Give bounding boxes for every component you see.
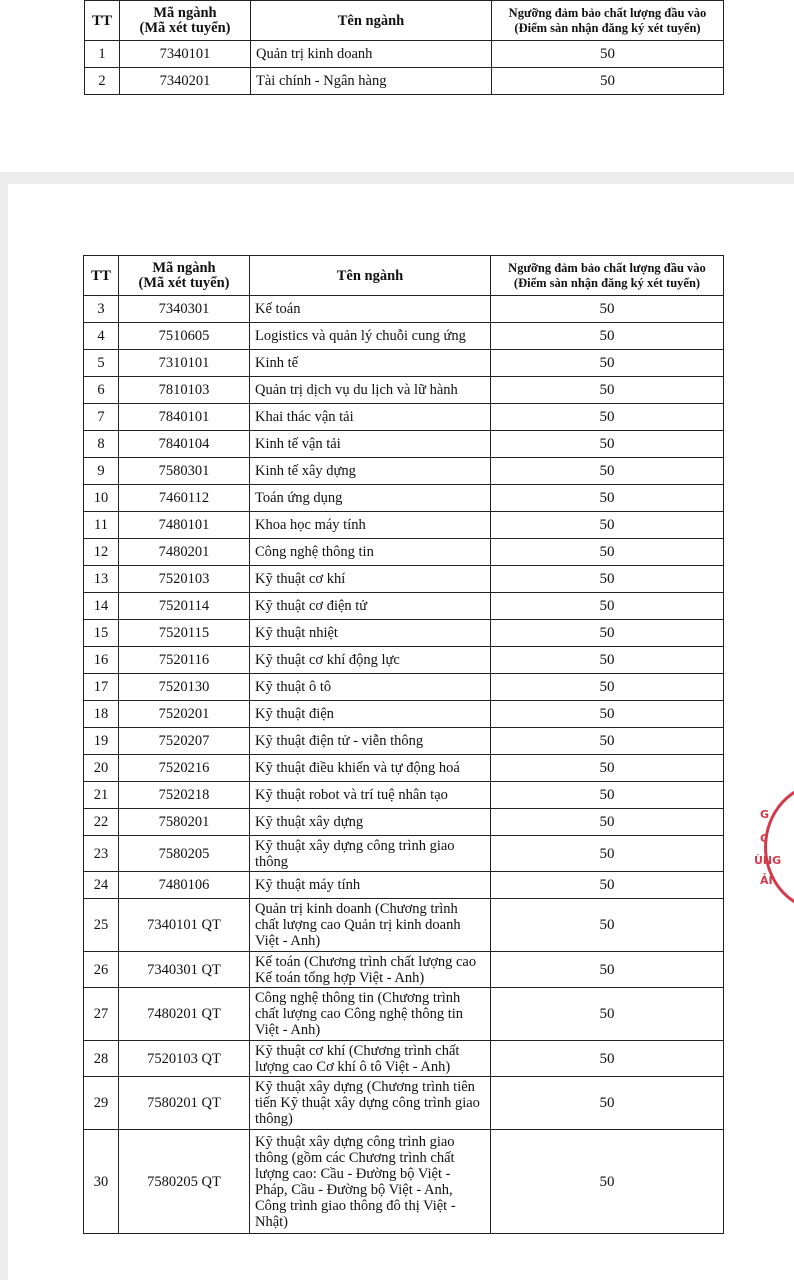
table-row [84,755,724,782]
program-code: 7520115 [119,620,250,647]
row-number: 15 [84,620,119,647]
row-number: 20 [84,755,119,782]
row-number: 8 [84,431,119,458]
program-name: Kỹ thuật máy tính [250,872,491,899]
program-code: 7840101 [119,404,250,431]
program-code: 7340301 [119,296,250,323]
threshold-score: 50 [491,988,724,1041]
program-code: 7480201 [119,539,250,566]
program-name: Kỹ thuật điện [250,701,491,728]
table-row [84,1077,724,1130]
table-row [84,431,724,458]
table-row [84,1130,724,1234]
header-tt: TT [84,256,119,296]
table-row [84,404,724,431]
threshold-score: 50 [491,647,724,674]
threshold-score: 50 [491,701,724,728]
threshold-score: 50 [492,41,724,68]
program-code: 7480101 [119,512,250,539]
program-name: Kỹ thuật ô tô [250,674,491,701]
program-name: Kỹ thuật cơ khí (Chương trình chất lượng cao Cơ khí ô tô Việt - Anh) [250,1041,491,1077]
threshold-score: 50 [491,872,724,899]
row-number: 17 [84,674,119,701]
header-threshold-line1: Ngưỡng đảm bảo chất lượng đầu vào [508,5,707,20]
threshold-score: 50 [491,296,724,323]
row-number: 24 [84,872,119,899]
page2-rows [84,296,724,1234]
row-number: 19 [84,728,119,755]
table-row [85,68,724,95]
row-number: 5 [84,350,119,377]
header-threshold [492,1,724,41]
table-row [84,899,724,952]
row-number: 7 [84,404,119,431]
table-row [84,872,724,899]
table-header-row [85,1,724,41]
stamp-text-3: ÙNG [754,854,782,867]
row-number: 13 [84,566,119,593]
program-name: Công nghệ thông tin (Chương trình chất lượng cao Công nghệ thông tin Việt - Anh) [250,988,491,1041]
table-header-row [84,256,724,296]
program-code: 7520218 [119,782,250,809]
program-code: 7520103 QT [119,1041,250,1077]
threshold-score: 50 [491,485,724,512]
threshold-score: 50 [491,404,724,431]
table-row [84,458,724,485]
program-code: 7580201 [119,809,250,836]
threshold-score: 50 [491,350,724,377]
threshold-score: 50 [491,1130,724,1234]
table-row [84,728,724,755]
row-number: 28 [84,1041,119,1077]
header-threshold-line2: (Điểm sàn nhận đăng ký xét tuyển) [513,275,701,290]
threshold-score: 50 [491,728,724,755]
program-name: Kỹ thuật nhiệt [250,620,491,647]
header-name: Tên ngành [251,1,492,41]
program-name: Kỹ thuật cơ điện tử [250,593,491,620]
row-number: 25 [84,899,119,952]
program-name: Kỹ thuật điều khiển và tự động hoá [250,755,491,782]
program-code: 7810103 [119,377,250,404]
program-code: 7510605 [119,323,250,350]
threshold-score: 50 [491,377,724,404]
admission-threshold-table-page1 [84,0,724,95]
admission-threshold-table-page2 [83,255,724,1234]
table-row [84,566,724,593]
program-code: 7580201 QT [119,1077,250,1130]
row-number: 10 [84,485,119,512]
document-page-1 [0,0,794,172]
threshold-score: 50 [491,952,724,988]
row-number: 4 [84,323,119,350]
program-code: 7520130 [119,674,250,701]
stamp-text-4: ẢI [760,874,773,887]
program-name: Kỹ thuật xây dựng (Chương trình tiên tiến Kỹ thuật xây dựng công trình giao thông) [250,1077,491,1130]
row-number: 18 [84,701,119,728]
program-code: 7520114 [119,593,250,620]
row-number: 2 [85,68,120,95]
program-name: Kỹ thuật điện tử - viễn thông [250,728,491,755]
page1-rows [85,41,724,95]
table-row [84,377,724,404]
header-name: Tên ngành [250,256,491,296]
row-number: 14 [84,593,119,620]
threshold-score: 50 [491,539,724,566]
threshold-score: 50 [491,782,724,809]
row-number: 26 [84,952,119,988]
row-number: 11 [84,512,119,539]
program-name: Quản trị kinh doanh [251,41,492,68]
program-code: 7580205 QT [119,1130,250,1234]
row-number: 23 [84,836,119,872]
program-code: 7340201 [120,68,251,95]
threshold-score: 50 [491,1077,724,1130]
program-name: Kỹ thuật robot và trí tuệ nhân tạo [250,782,491,809]
program-name: Kinh tế vận tải [250,431,491,458]
program-code: 7480201 QT [119,988,250,1041]
table-row [84,620,724,647]
table-row [84,952,724,988]
program-name: Quản trị kinh doanh (Chương trình chất lượng cao Quản trị kinh doanh Việt - Anh) [250,899,491,952]
table-row [84,782,724,809]
program-code: 7340301 QT [119,952,250,988]
row-number: 27 [84,988,119,1041]
program-code: 7520207 [119,728,250,755]
table-row [84,836,724,872]
program-code: 7520103 [119,566,250,593]
program-name: Tài chính - Ngân hàng [251,68,492,95]
table-row [84,701,724,728]
row-number: 21 [84,782,119,809]
header-code-line1: Mã ngành [153,4,217,21]
header-code [119,256,250,296]
row-number: 9 [84,458,119,485]
program-name: Kỹ thuật xây dựng [250,809,491,836]
threshold-score: 50 [491,620,724,647]
row-number: 1 [85,41,120,68]
threshold-score: 50 [491,593,724,620]
table-row [84,350,724,377]
program-code: 7520201 [119,701,250,728]
threshold-score: 50 [491,1041,724,1077]
program-code: 7460112 [119,485,250,512]
document-page-2 [8,184,794,1280]
table-row [84,296,724,323]
threshold-score: 50 [491,755,724,782]
table-row [84,593,724,620]
header-code-line1: Mã ngành [152,259,216,276]
threshold-score: 50 [491,809,724,836]
program-name: Khoa học máy tính [250,512,491,539]
program-name: Toán ứng dụng [250,485,491,512]
row-number: 22 [84,809,119,836]
program-code: 7580205 [119,836,250,872]
table-row [84,809,724,836]
threshold-score: 50 [491,566,724,593]
program-name: Logistics và quản lý chuỗi cung ứng [250,323,491,350]
header-threshold-line1: Ngưỡng đảm bảo chất lượng đầu vào [508,260,706,275]
program-name: Kỹ thuật cơ khí [250,566,491,593]
threshold-score: 50 [491,512,724,539]
row-number: 12 [84,539,119,566]
program-name: Kỹ thuật xây dựng công trình giao thông (gồm các Chương trình chất lượng cao: Cầu - Đường bộ Việt - Pháp, Cầu - Đường bộ Việt - Anh, Công trình giao thông đô thị Việt - Nhật) [250,1130,491,1234]
header-threshold [491,256,724,296]
program-code: 7840104 [119,431,250,458]
threshold-score: 50 [491,836,724,872]
program-name: Kế toán [250,296,491,323]
threshold-score: 50 [491,458,724,485]
header-code-line2: (Mã xét tuyển) [139,19,231,36]
threshold-score: 50 [492,68,724,95]
program-code: 7520116 [119,647,250,674]
table-row [84,323,724,350]
table-row [85,41,724,68]
program-name: Kinh tế xây dựng [250,458,491,485]
program-name: Kỹ thuật cơ khí động lực [250,647,491,674]
row-number: 29 [84,1077,119,1130]
row-number: 30 [84,1130,119,1234]
threshold-score: 50 [491,323,724,350]
threshold-score: 50 [491,431,724,458]
row-number: 3 [84,296,119,323]
row-number: 6 [84,377,119,404]
program-code: 7480106 [119,872,250,899]
header-code-line2: (Mã xét tuyển) [138,274,230,291]
table-row [84,674,724,701]
row-number: 16 [84,647,119,674]
header-threshold-line2: (Điểm sàn nhận đăng ký xét tuyển) [514,20,701,35]
table-row [84,1041,724,1077]
red-seal-stamp [754,782,794,922]
table-row [84,647,724,674]
program-code: 7580301 [119,458,250,485]
program-code: 7520216 [119,755,250,782]
program-code: 7340101 [120,41,251,68]
program-name: Quản trị dịch vụ du lịch và lữ hành [250,377,491,404]
header-code [120,1,251,41]
program-code: 7310101 [119,350,250,377]
table-row [84,988,724,1041]
header-tt: TT [85,1,120,41]
table-row [84,512,724,539]
program-name: Công nghệ thông tin [250,539,491,566]
program-name: Kỹ thuật xây dựng công trình giao thông [250,836,491,872]
program-code: 7340101 QT [119,899,250,952]
table-row [84,485,724,512]
threshold-score: 50 [491,674,724,701]
table-row [84,539,724,566]
stamp-text-2: C [760,832,769,845]
program-name: Kế toán (Chương trình chất lượng cao Kế toán tổng hợp Việt - Anh) [250,952,491,988]
threshold-score: 50 [491,899,724,952]
stamp-text-1: G [760,808,770,821]
program-name: Khai thác vận tải [250,404,491,431]
program-name: Kinh tế [250,350,491,377]
stamp-ring [764,782,794,912]
